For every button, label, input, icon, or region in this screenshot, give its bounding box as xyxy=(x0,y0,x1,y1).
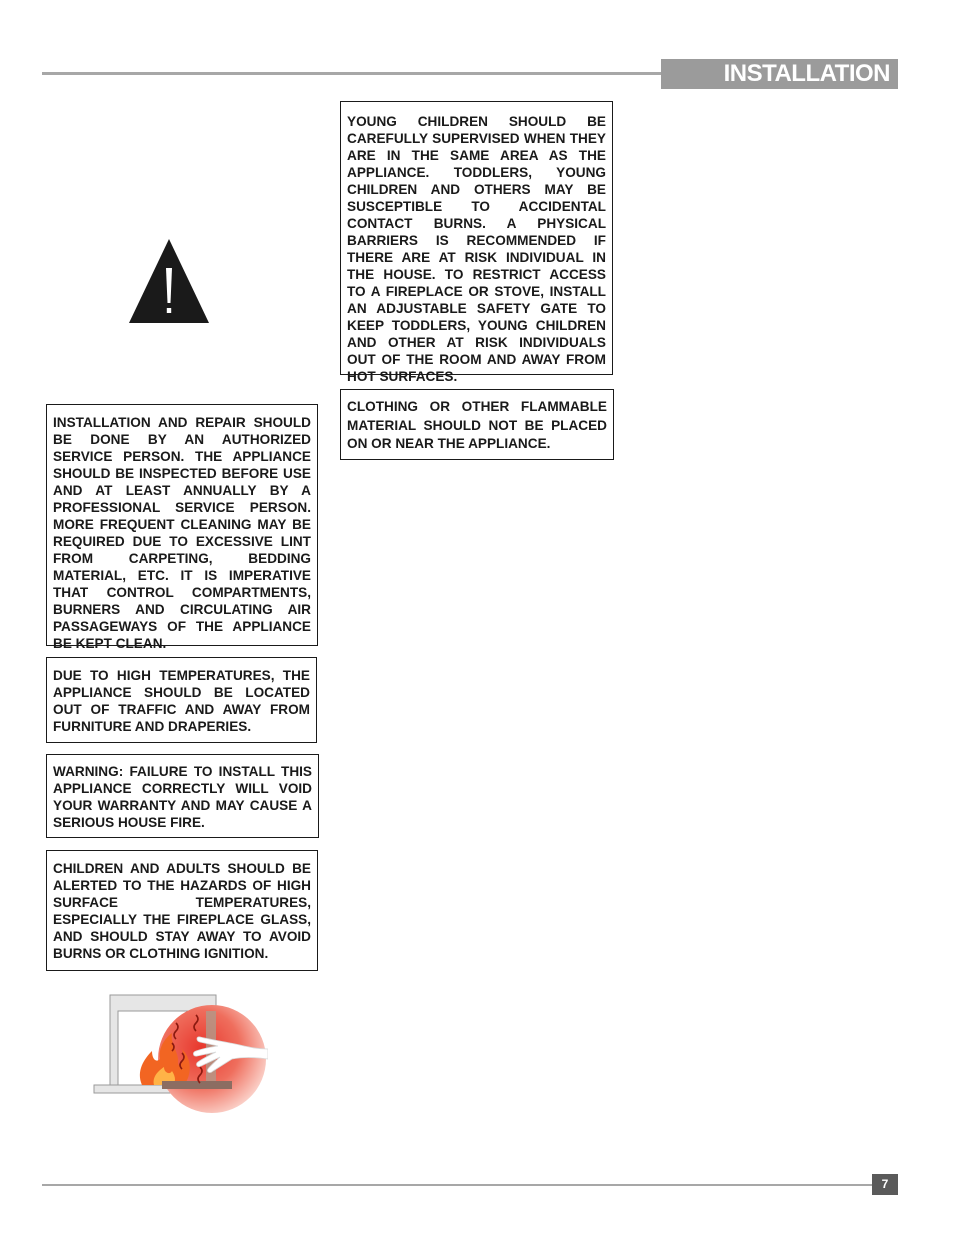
hot-glass-hand-icon xyxy=(92,993,268,1115)
installation-repair-notice: INSTALLATION AND REPAIR SHOULD BE DONE BY AN AUTHORIZED SERVICE PERSON. THE APPLIANCE SHOULD BE INSPECTED BEFORE USE AND AT LEAST ANNUALLY BY A PROFESSIONAL SERVICE PERSON. MORE FREQUENT CLEANING MAY BE REQUIRED DUE TO EXCESSIVE LINT FROM CARPETING, BEDDING MATERIAL, ETC. IT IS IMPERATIVE THAT CONTROL COMPARTMENTS, BURNERS AND CIRCULATING AIR PASSAGEWAYS OF THE APPLIANCE BE KEPT CLEAN. xyxy=(46,404,318,646)
install-warning-notice: WARNING: FAILURE TO INSTALL THIS APPLIANCE CORRECTLY WILL VOID YOUR WARRANTY AND MAY CAUSE A SERIOUS HOUSE FIRE. xyxy=(46,754,319,838)
page-number: 7 xyxy=(872,1174,898,1195)
high-temperature-notice: DUE TO HIGH TEMPERATURES, THE APPLIANCE SHOULD BE LOCATED OUT OF TRAFFIC AND AWAY FROM FURNITURE AND DRAPERIES. xyxy=(46,657,317,743)
footer-rule xyxy=(42,1184,872,1186)
section-title: INSTALLATION xyxy=(661,59,898,89)
clothing-notice: CLOTHING OR OTHER FLAMMABLE MATERIAL SHOULD NOT BE PLACED ON OR NEAR THE APPLIANCE. xyxy=(340,389,614,460)
header-rule xyxy=(42,72,662,75)
warning-triangle-icon xyxy=(128,238,210,324)
children-supervision-notice: YOUNG CHILDREN SHOULD BE CAREFULLY SUPERVISED WHEN THEY ARE IN THE SAME AREA AS THE APPLIANCE. TODDLERS, YOUNG CHILDREN AND OTHERS MAY BE SUSCEPTIBLE TO ACCIDENTAL CONTACT BURNS. A PHYSICAL BARRIERS IS RECOMMENDED IF THERE ARE AT RISK INDIVIDUAL IN THE HOUSE. TO RESTRICT ACCESS TO A FIREPLACE OR STOVE, INSTALL AN ADJUSTABLE SAFETY GATE TO KEEP TODDLERS, YOUNG CHILDREN AND OTHER AT RISK INDIVIDUALS OUT OF THE ROOM AND AWAY FROM HOT SURFACES. xyxy=(340,101,613,375)
hot-surface-hazard-notice: CHILDREN AND ADULTS SHOULD BE ALERTED TO THE HAZARDS OF HIGH SURFACE TEMPERATURES, ESPECIALLY THE FIREPLACE GLASS, AND SHOULD STAY AWAY TO AVOID BURNS OR CLOTHING IGNITION. xyxy=(46,850,318,971)
